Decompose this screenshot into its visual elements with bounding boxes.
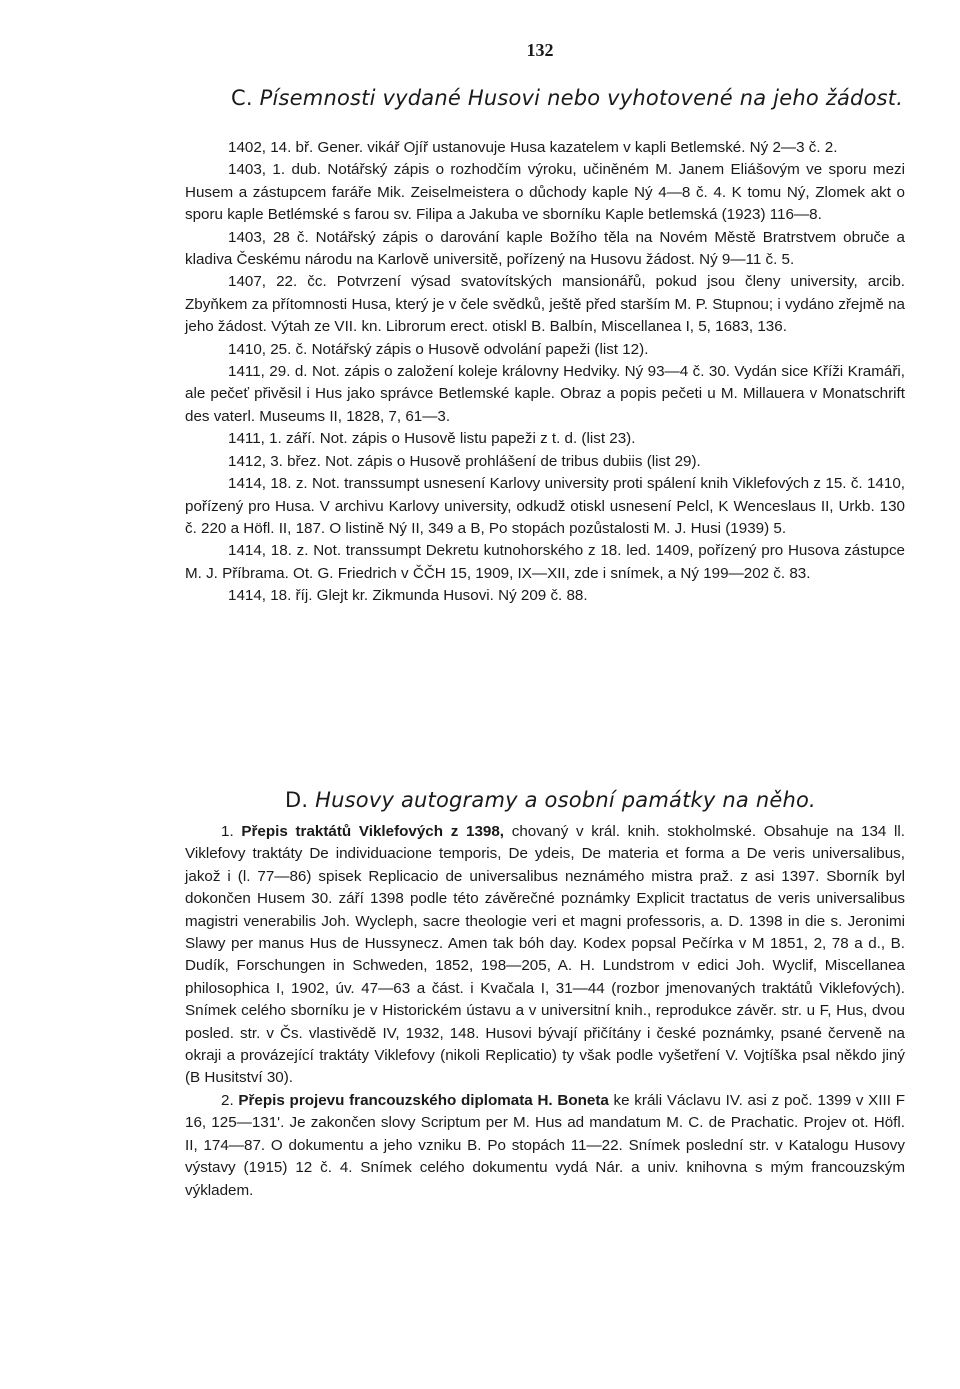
list-item: 1411, 29. d. Not. zápis o založení koleje královny Hedviky. Ný 93—4 č. 30. Vydán sice Kříži Kramáři, ale pečeť přivěsil i Hus jako správce Betlemské kaple. Obraz a popis pečeti u M. Millauera v Monatschrift des vaterl. Museums II, 1828, 7, 61—3. xyxy=(185,363,905,425)
section-d-title: Husovy autogramy a osobní památky na něho. xyxy=(315,788,816,812)
list-item: 1412, 3. břez. Not. zápis o Husově prohlášení de tribus dubiis (list 29). xyxy=(228,452,701,470)
list-item: 1403, 1. dub. Notářský zápis o rozhodčím výroku, učiněném M. Janem Eliášovým ve sporu mezi Husem a zástupcem faráře Mik. Zeiselmeistera o důchody kaple Ný 4—8 č. 4. K tomu Ný, Zlomek akt o sporu kaple Betlémské s farou sv. Filipa a Jakuba ve sborníku Kaple betlemská (1923) 116—8. xyxy=(185,161,905,224)
section-d-heading xyxy=(285,788,960,812)
item-number: 1. xyxy=(221,823,234,840)
item-lead: Přepis traktátů Viklefových z 1398, xyxy=(241,823,505,840)
list-item: 1411, 1. září. Not. zápis o Husově listu papeži z t. d. (list 23). xyxy=(228,430,636,448)
section-c-title: Písemnosti vydané Husovi nebo vyhotovené na jeho žádost. xyxy=(259,86,904,110)
section-c-letter: C. xyxy=(231,86,253,110)
item-lead: Přepis projevu francouzského diplomata H. Boneta xyxy=(238,1091,609,1109)
item-number: 2. xyxy=(221,1091,234,1109)
list-item: 1414, 18. říj. Glejt kr. Zikmunda Husovi. Ný 209 č. 88. xyxy=(228,587,588,605)
item-text: chovaný v král. knih. stokholmské. Obsahuje na 134 ll. Viklefovy traktáty De individuacione temporis, De ydeis, De materia et forma a De veris universalibus, jakož i (l. 77—86) spisek Replicacio de universalibus neznámého mistra praž. z asi 1397. Sborník byl dokončen Husem 30. září 1398 podle této závěrečné poznámky Explicit tractatus de veris universalibus magistri venerabilis Joh. Wycleph, sacre theologie veri et magni professoris, a. D. 1398 in die s. Jeronimi Slawy per manus Hus de Hussynecz. Amen tak bóh day. Kodex popsal Pečírka v M 1851, 2, 78 a d., B. Dudík, Forschungen in Schweden, 1852, 198—205, A. H. Lundstrom v edici Joh. Wyclif, Miscellanea philosophica I, 1902, úv. 47—63 a část. i Kvačala I, 31—44 (rozbor jmenovaných traktátů Viklefových). Snímek celého sborníku je v Historickém ústavu a v universitní knih., reprodukce závěr. str. u F, Hus, dvou posled. str. v Čs. vlastivědě IV, 1932, 148. Husovi bývají přičítány i české poznámky, psané červeně na okraji a provázející traktáty Viklefovy (nikoli Replicatio) ty však podle vyšetření V. Vojtíška psal někdo jiný (B Husitství 30). xyxy=(185,823,906,1087)
page-number: 132 xyxy=(526,40,554,60)
list-item: 1414, 18. z. Not. transsumpt usnesení Karlovy university proti spálení knih Viklefových z 15. č. 1410, pořízený pro Husa. V archivu Karlovy university, odkudž otiskl usnesení Pelcl, K Wenceslaus II, Urkb. 130 č. 220 a Höfl. II, 187. O listině Ný II, 349 a B, Po stopách pozůstalosti M. J. Husi (1939) 5. xyxy=(185,475,905,537)
list-item: 1403, 28 č. Notářský zápis o darování kaple Božího těla na Novém Městě Bratrstvem obruče a kladiva Českému národu na Karlově universitě, pořízený na Husovu žádost. Ný 9—11 č. 5. xyxy=(185,228,905,269)
list-item: 1410, 25. č. Notářský zápis o Husově odvolání papeži (list 12). xyxy=(228,340,649,358)
list-item: 1407, 22. čc. Potvrzení výsad svatovítských mansionářů, pokud jsou členy university, arcib. Zbyňkem za přítomnosti Husa, který je v čele svědků, ještě před starším M. P. Stupnou; i vydáno zřejmě na jeho žádost. Výtah ze VII. kn. Librorum erect. otiskl B. Balbín, Miscellanea I, 5, 1683, 136. xyxy=(185,273,905,336)
list-item xyxy=(185,1090,905,1202)
list-item: 1414, 18. z. Not. transsumpt Dekretu kutnohorského z 18. led. 1409, pořízený pro Husova zástupce M. J. Příbrama. Ot. G. Friedrich v ČČH 15, 1909, IX—XII, zde i snímek, a Ný 199—202 č. 83. xyxy=(185,542,905,582)
item-text: ke králi Václavu IV. asi z poč. 1399 v XIII F 16, 125—131'. Je zakončen slovy Scriptum per M. Hus ad mandatum M. C. de Prachatic. Projev ot. Höfl. II, 174—87. O dokumentu a jeho vzniku B. Po stopách 11—22. Snímek poslední str. v Katalogu Husovy výstavy (1915) 12 č. 4. Snímek celého dokumentu vydá Nár. a univ. knihovna s mým francouzským výkladem. xyxy=(185,1091,905,1199)
list-item: 1402, 14. bř. Gener. vikář Ojíř ustanovuje Husa kazatelem v kapli Betlemské. Ný 2—3 č. 2. xyxy=(228,139,838,156)
section-c-entries xyxy=(185,137,905,608)
section-d-entries xyxy=(185,821,905,1202)
section-c-heading xyxy=(231,86,911,110)
list-item xyxy=(185,821,905,1090)
section-d-letter: D. xyxy=(285,788,309,812)
